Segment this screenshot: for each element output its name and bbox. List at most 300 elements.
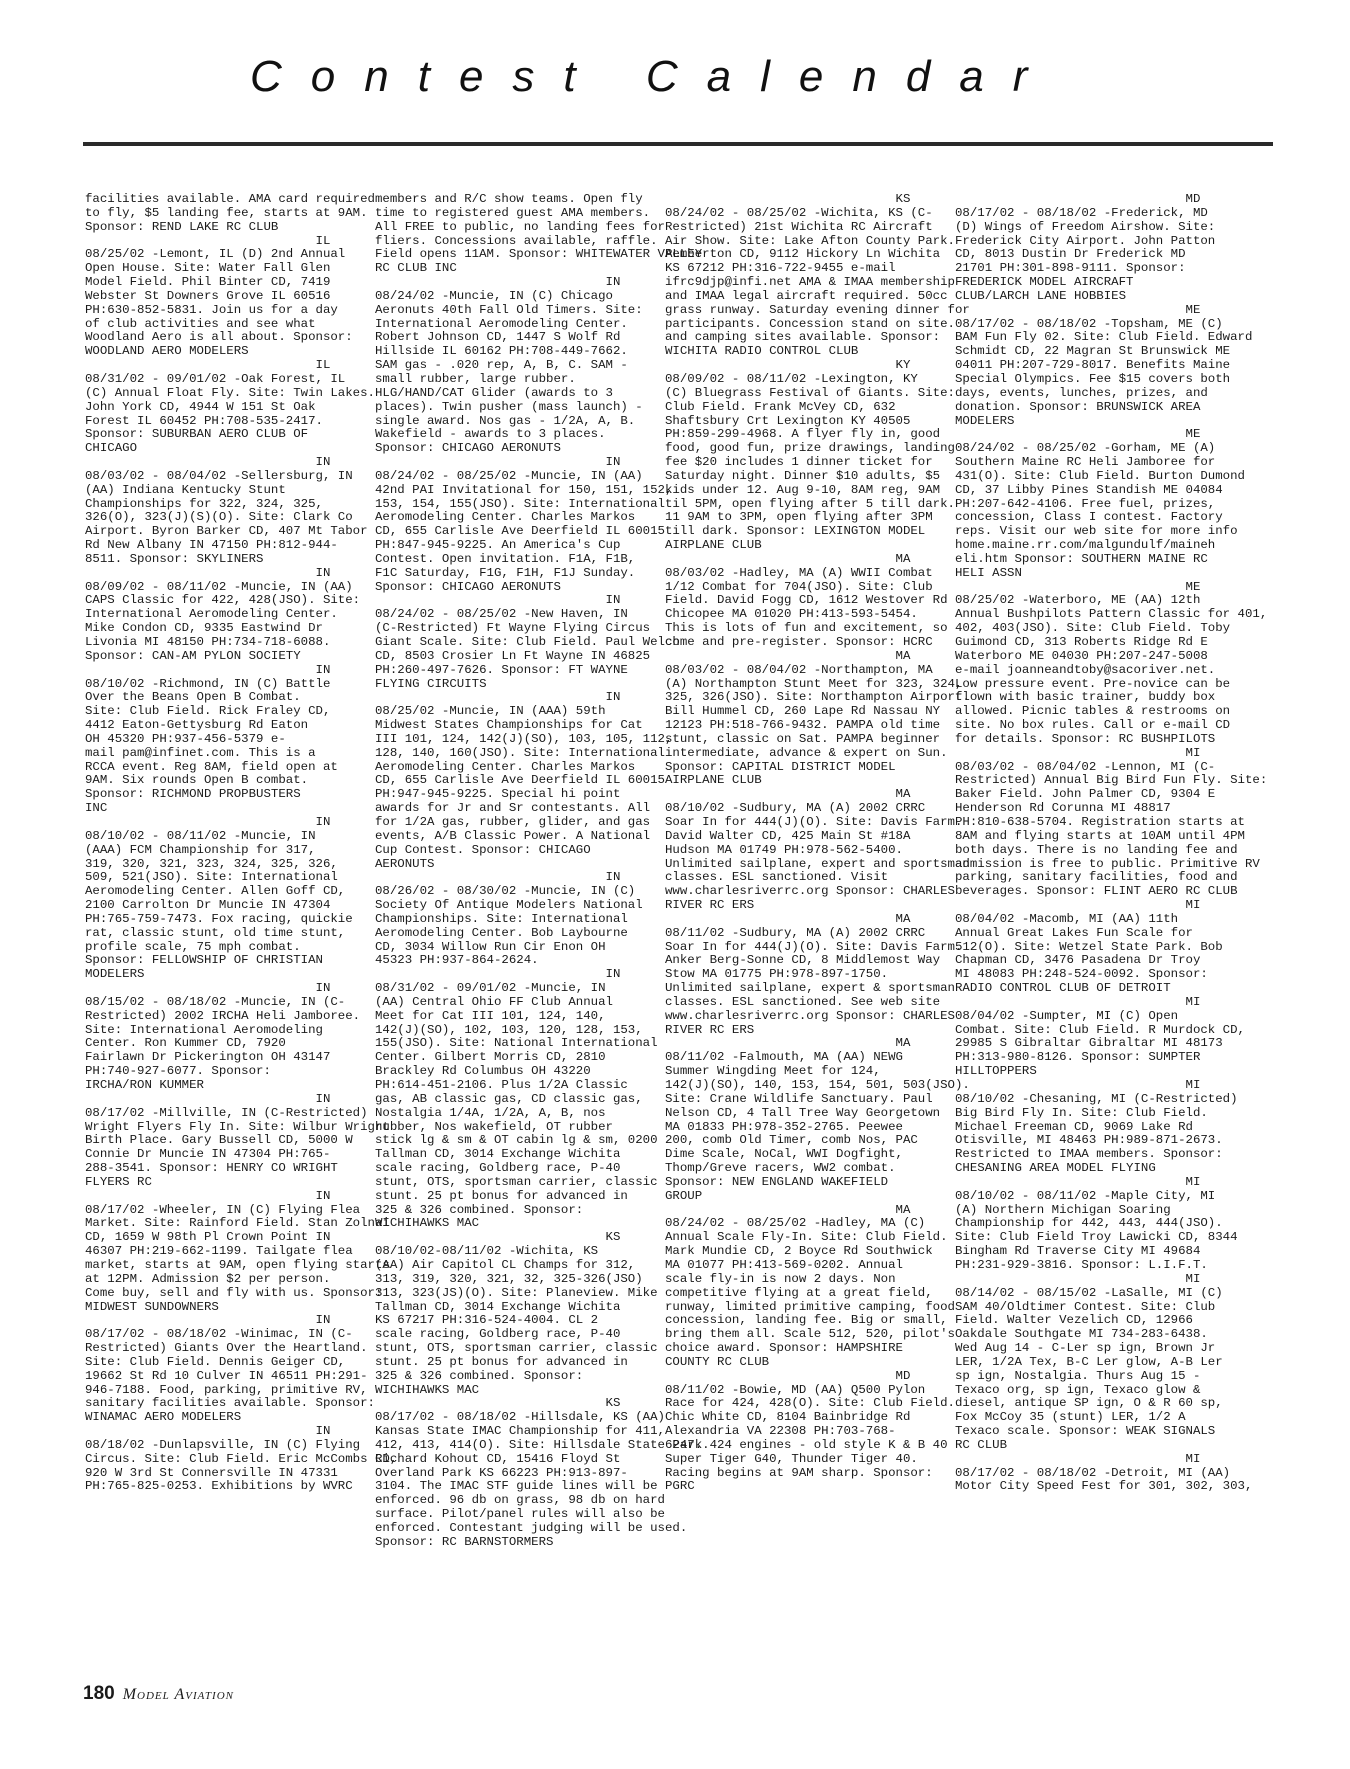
calendar-line: participants. Concession stand on site.	[665, 316, 955, 331]
calendar-line: Racing begins at 9AM sharp. Sponsor:	[665, 1465, 933, 1480]
calendar-line: Richard Kohout CD, 15416 Floyd St	[375, 1451, 621, 1466]
calendar-line: 512(O). Site: Wetzel State Park. Bob	[955, 939, 1223, 954]
calendar-line: www.charlesriverrc.org Sponsor: CHARLES	[665, 884, 955, 899]
calendar-line: events, A/B Classic Power. A National	[375, 828, 651, 843]
calendar-line: PH:260-497-7626. Sponsor: FT WAYNE	[375, 662, 628, 677]
calendar-line: 8511. Sponsor: SKYLINERS	[85, 551, 264, 566]
calendar-line: 08/17/02 -Millville, IN (C-Restricted)	[85, 1105, 368, 1120]
calendar-line: Sponsor: CAN-AM PYLON SOCIETY	[85, 648, 301, 663]
calendar-line: market, starts at 9AM, open flying starts	[85, 1257, 390, 1272]
calendar-line: runway, limited primitive camping, food	[665, 1299, 955, 1314]
calendar-line: Anker Berg-Sonne CD, 8 Middlemost Way	[665, 953, 941, 968]
calendar-line: 08/25/02 -Lemont, IL (D) 2nd Annual	[85, 247, 346, 262]
calendar-line: 08/10/02 - 08/11/02 -Muncie, IN	[85, 828, 316, 843]
calendar-line: 6247. 424 engines - old style K & B 40	[665, 1437, 948, 1452]
calendar-line: beverages. Sponsor: FLINT AERO RC CLUB	[955, 884, 1238, 899]
calendar-line: 08/11/02 -Falmouth, MA (AA) NEWG	[665, 1050, 903, 1065]
calendar-line: grass runway. Saturday evening dinner for	[665, 302, 970, 317]
calendar-line: home.maine.rr.com/malgundulf/maineh	[955, 538, 1216, 553]
calendar-line: Sponsor: FELLOWSHIP OF CHRISTIAN	[85, 953, 323, 968]
calendar-line: fee $20 includes 1 dinner ticket for	[665, 455, 933, 470]
calendar-line: KS 67217 PH:316-524-4004. CL 2	[375, 1313, 599, 1328]
calendar-line: 288-3541. Sponsor: HENRY CO WRIGHT	[85, 1161, 338, 1176]
calendar-line: awards for Jr and Sr contestants. All	[375, 801, 651, 816]
calendar-line: John York CD, 4944 W 151 St Oak	[85, 399, 316, 414]
calendar-line: Site: International Aeromodeling	[85, 1022, 323, 1037]
calendar-line: Thomp/Greve racers, WW2 combat.	[665, 1161, 896, 1176]
calendar-line: Sponsor: REND LAKE RC CLUB	[85, 219, 279, 234]
calendar-line: WINAMAC AERO MODELERS	[85, 1410, 242, 1425]
calendar-line: Birth Place. Gary Bussell CD, 5000 W	[85, 1133, 353, 1148]
calendar-line: 42nd PAI Invitational for 150, 151, 152,	[375, 482, 673, 497]
calendar-line: stunt. 25 pt bonus for advanced in	[375, 1354, 628, 1369]
calendar-line: stunt, OTS, sportsman carrier, classic	[375, 1341, 658, 1356]
calendar-line: Sponsor: NEW ENGLAND WAKEFIELD	[665, 1174, 889, 1189]
calendar-line: PH:231-929-3816. Sponsor: L.I.F.T.	[955, 1257, 1208, 1272]
calendar-line: of club activities and see what	[85, 316, 316, 331]
calendar-line: Sponsor: CHICAGO AERONUTS	[375, 441, 561, 456]
calendar-line: Over the Beans Open B Combat.	[85, 690, 301, 705]
calendar-line: PH:740-927-6077. Sponsor:	[85, 1064, 271, 1079]
calendar-line: Restricted) Annual Big Bird Fun Fly. Site:	[955, 773, 1268, 788]
calendar-line: MI	[955, 1174, 1201, 1189]
calendar-line: Forest IL 60452 PH:708-535-2417.	[85, 413, 323, 428]
calendar-line: diesel, antique SP ign, O & R 60 sp,	[955, 1396, 1223, 1411]
calendar-line: 08/10/02 - 08/11/02 -Maple City, MI	[955, 1188, 1216, 1203]
calendar-line: CD, 3034 Willow Run Cir Enon OH	[375, 939, 606, 954]
calendar-line: 128, 140, 160(JSO). Site: International	[375, 745, 665, 760]
calendar-line: 325 & 326 combined. Sponsor:	[375, 1202, 584, 1217]
calendar-line: IN	[375, 870, 621, 885]
calendar-line: Sponsor: SUBURBAN AERO CLUB OF	[85, 427, 309, 442]
calendar-line: Aeronuts 40th Fall Old Timers. Site:	[375, 302, 643, 317]
calendar-line: (AA) Air Capitol CL Champs for 312,	[375, 1257, 636, 1272]
calendar-line: rat, classic stunt, old time stunt,	[85, 925, 346, 940]
calendar-line: to fly, $5 landing fee, starts at 9AM.	[85, 205, 368, 220]
calendar-line: e-mail joanneandtoby@sacoriver.net.	[955, 662, 1216, 677]
calendar-line: 08/14/02 - 08/15/02 -LaSalle, MI (C)	[955, 1285, 1223, 1300]
calendar-line: 325 & 326 combined. Sponsor:	[375, 1368, 584, 1383]
calendar-line: Summer Wingding Meet for 124,	[665, 1064, 881, 1079]
calendar-line: 920 W 3rd St Connersville IN 47331	[85, 1465, 338, 1480]
calendar-line: 08/17/02 - 08/18/02 -Frederick, MD	[955, 205, 1208, 220]
calendar-line: Fox McCoy 35 (stunt) LER, 1/2 A	[955, 1410, 1186, 1425]
calendar-line: Center. Ron Kummer CD, 7920	[85, 1036, 286, 1051]
calendar-line: 08/09/02 - 08/11/02 -Muncie, IN (AA)	[85, 579, 353, 594]
calendar-line: 04011 PH:207-729-8017. Benefits Maine	[955, 358, 1231, 373]
calendar-line: food, good fun, prize drawings, landing	[665, 441, 955, 456]
calendar-line: 319, 320, 321, 323, 324, 325, 326,	[85, 856, 338, 871]
calendar-line: Connie Dr Muncie IN 47304 PH:765-	[85, 1147, 331, 1162]
calendar-line: Dime Scale, NoCal, WWI Dogfight,	[665, 1147, 903, 1162]
calendar-line: F1C Saturday, F1G, F1H, F1J Sunday.	[375, 565, 636, 580]
calendar-line: 4412 Eaton-Gettysburg Rd Eaton	[85, 718, 309, 733]
calendar-line: Open House. Site: Water Fall Glen	[85, 261, 331, 276]
calendar-line: Restricted) 21st Wichita RC Aircraft	[665, 219, 933, 234]
calendar-line: MA	[665, 787, 911, 802]
calendar-line: MI	[955, 1451, 1201, 1466]
calendar-line: MA 01833 PH:978-352-2765. Peewee	[665, 1119, 903, 1134]
calendar-line: WICHIHAWKS MAC	[375, 1382, 480, 1397]
calendar-line: 402, 403(JSO). Site: Club Field. Toby	[955, 621, 1231, 636]
calendar-line: IN	[85, 455, 331, 470]
calendar-line: 08/11/02 -Bowie, MD (AA) Q500 Pylon	[665, 1382, 926, 1397]
calendar-line: stick lg & sm & OT cabin lg & sm, 0200	[375, 1133, 658, 1148]
calendar-line: Contest. Open invitation. F1A, F1B,	[375, 551, 636, 566]
calendar-line: Championships for 322, 324, 325,	[85, 496, 323, 511]
calendar-line: til 5PM, open flying after 5 till dark.	[665, 496, 955, 511]
calendar-line: Championship for 442, 443, 444(JSO).	[955, 1216, 1223, 1231]
calendar-line: classes. ESL sanctioned. Visit	[665, 870, 889, 885]
calendar-line: Motor City Speed Fest for 301, 302, 303,	[955, 1479, 1253, 1494]
calendar-line: MA	[665, 911, 911, 926]
calendar-line: MA	[665, 1036, 911, 1051]
calendar-line: CHESANING AREA MODEL FLYING	[955, 1161, 1156, 1176]
calendar-line: (AAA) FCM Championship for 317,	[85, 842, 316, 857]
calendar-line: Society Of Antique Modelers National	[375, 898, 643, 913]
calendar-line: ME	[955, 579, 1201, 594]
calendar-line: Air Show. Site: Lake Afton County Park.	[665, 233, 955, 248]
calendar-line: ME	[955, 427, 1201, 442]
calendar-line: MA	[665, 551, 911, 566]
calendar-line: CD, 8503 Crosier Ln Ft Wayne IN 46825	[375, 648, 651, 663]
calendar-line: Super Tiger G40, Thunder Tiger 40.	[665, 1451, 918, 1466]
calendar-line: days, events, lunches, prizes, and	[955, 385, 1208, 400]
calendar-line: CAPS Classic for 422, 428(JSO). Site:	[85, 593, 361, 608]
calendar-line: and IMAA legal aircraft required. 50cc	[665, 288, 948, 303]
calendar-line: FLYING CIRCUITS	[375, 676, 487, 691]
calendar-column-1	[85, 192, 398, 1663]
calendar-line: 946-7188. Food, parking, primitive RV,	[85, 1382, 368, 1397]
calendar-line: RIVER RC ERS	[665, 898, 755, 913]
calendar-line: IN	[375, 690, 621, 705]
calendar-line: 431(O). Site: Club Field. Burton Dumond	[955, 468, 1245, 483]
page-footer	[83, 1683, 234, 1705]
calendar-line: time to registered guest AMA members.	[375, 205, 651, 220]
header-rule	[83, 142, 1273, 146]
calendar-line: PH:207-642-4106. Free fuel, prizes,	[955, 496, 1216, 511]
calendar-line: members and R/C show teams. Open fly	[375, 192, 643, 206]
calendar-line: kids under 12. Aug 9-10, 8AM reg, 9AM	[665, 482, 941, 497]
calendar-line: Saturday night. Dinner $10 adults, $5	[665, 468, 941, 483]
calendar-line: Site: Club Field. Dennis Geiger CD,	[85, 1354, 346, 1369]
calendar-line: RC CLUB	[955, 1437, 1008, 1452]
calendar-line: IL	[85, 233, 331, 248]
calendar-line: 08/11/02 -Sudbury, MA (A) 2002 CRRC	[665, 925, 926, 940]
calendar-line: IN	[85, 565, 331, 580]
calendar-line: Annual Great Lakes Fun Scale for	[955, 925, 1193, 940]
calendar-line: reps. Visit our web site for more info	[955, 524, 1238, 539]
calendar-line: 9AM. Six rounds Open B combat.	[85, 773, 309, 788]
calendar-line: 08/31/02 - 09/01/02 -Muncie, IN	[375, 981, 606, 996]
calendar-line: (AA) Indiana Kentucky Stunt	[85, 482, 286, 497]
calendar-line: PH:810-638-5704. Registration starts at	[955, 814, 1245, 829]
calendar-line: RIVER RC ERS	[665, 1022, 755, 1037]
calendar-line: Texaco scale. Sponsor: WEAK SIGNALS	[955, 1424, 1216, 1439]
calendar-line: Championships. Site: International	[375, 911, 628, 926]
calendar-line: stunt, classic on Sat. PAMPA beginner	[665, 731, 941, 746]
magazine-name: Model Aviation	[122, 1686, 234, 1703]
calendar-line: 11 9AM to 3PM, open flying after 3PM	[665, 510, 933, 525]
calendar-line: IN	[85, 814, 331, 829]
calendar-line: International Aeromodeling Center.	[375, 316, 628, 331]
calendar-line: Midwest States Championships for Cat	[375, 718, 643, 733]
calendar-line: IRCHA/RON KUMMER	[85, 1078, 204, 1092]
calendar-line: concession, landing fee. Big or small,	[665, 1313, 948, 1328]
calendar-line: CD, 37 Libby Pines Standish ME 04084	[955, 482, 1223, 497]
calendar-line: Giant Scale. Site: Club Field. Paul Welch	[375, 635, 680, 649]
calendar-line: PH:313-980-8126. Sponsor: SUMPTER	[955, 1050, 1201, 1065]
calendar-line: INC	[85, 801, 108, 816]
calendar-line: PGRC	[665, 1479, 695, 1494]
calendar-line: 155(JSO). Site: National International	[375, 1036, 658, 1051]
calendar-line: IN	[85, 1091, 331, 1106]
page-title: Contest Calendar	[250, 52, 1057, 101]
calendar-line: intermediate, advance & expert on Sun.	[665, 745, 948, 760]
calendar-line: Pemberton CD, 9112 Hickory Ln Wichita	[665, 247, 941, 262]
calendar-line: PH:765-825-0253. Exhibitions by WVRC	[85, 1479, 353, 1494]
calendar-line: (C) Annual Float Fly. Site: Twin Lakes.	[85, 385, 375, 400]
calendar-line: Alexandria VA 22308 PH:703-768-	[665, 1424, 896, 1439]
calendar-line: Club Field. Frank McVey CD, 632	[665, 399, 896, 414]
calendar-line: Rd New Albany IN 47150 PH:812-944-	[85, 538, 338, 553]
calendar-line: Robert Johnson CD, 1447 S Wolf Rd	[375, 330, 621, 345]
calendar-line: profile scale, 75 mph combat.	[85, 939, 301, 954]
calendar-line: HELI ASSN	[955, 565, 1022, 580]
calendar-line: 08/03/02 -Hadley, MA (A) WWII Combat	[665, 565, 933, 580]
calendar-line: MI	[955, 745, 1201, 760]
calendar-line: HLG/HAND/CAT Glider (awards to 3	[375, 385, 613, 400]
calendar-line: Nelson CD, 4 Tall Tree Way Georgetown	[665, 1105, 941, 1120]
calendar-line: ifrc9djp@infi.net AMA & IMAA membership	[665, 275, 955, 290]
calendar-line: Shaftsbury Crt Lexington KY 40505	[665, 413, 911, 428]
calendar-line: 08/24/02 - 08/25/02 -Wichita, KS (C-	[665, 205, 933, 220]
calendar-line: 08/17/02 - 08/18/02 -Topsham, ME (C)	[955, 316, 1223, 331]
calendar-line: CHICAGO	[85, 441, 138, 456]
calendar-line: AERONUTS	[375, 856, 435, 871]
calendar-line: KY	[665, 358, 911, 373]
calendar-line: Circus. Site: Club Field. Eric McCombs CD,	[85, 1451, 398, 1466]
calendar-line: MODELERS	[85, 967, 145, 982]
calendar-line: scale racing, Goldberg race, P-40	[375, 1327, 621, 1342]
calendar-line: stunt. 25 pt bonus for advanced in	[375, 1188, 628, 1203]
calendar-line: FREDERICK MODEL AIRCRAFT	[955, 275, 1134, 290]
calendar-line: 326(O), 323(J)(S)(O). Site: Clark Co	[85, 510, 353, 525]
calendar-line: Southern Maine RC Heli Jamboree for	[955, 455, 1216, 470]
calendar-line: both days. There is no landing fee and	[955, 842, 1238, 857]
calendar-line: 45323 PH:937-864-2624.	[375, 953, 539, 968]
calendar-line: IN	[85, 981, 331, 996]
calendar-line: stunt, OTS, sportsman carrier, classic	[375, 1174, 658, 1189]
calendar-line: (D) Wings of Freedom Airshow. Site:	[955, 219, 1216, 234]
calendar-line: IN	[375, 967, 621, 982]
calendar-line: PH:847-945-9225. An America's Cup	[375, 538, 621, 553]
calendar-line: PH:947-945-9225. Special hi point	[375, 787, 621, 802]
calendar-line: Otisville, MI 48463 PH:989-871-2673.	[955, 1133, 1223, 1148]
calendar-line: (C-Restricted) Ft Wayne Flying Circus	[375, 621, 651, 636]
calendar-line: FLYERS RC	[85, 1174, 152, 1189]
calendar-line: MI	[955, 994, 1201, 1009]
calendar-line: 2100 Carrolton Dr Muncie IN 47304	[85, 898, 331, 913]
calendar-line: Site: Club Field. Rick Fraley CD,	[85, 704, 331, 719]
calendar-line: single award. Nos gas - 1/2A, A, B.	[375, 413, 636, 428]
calendar-line: WICHIHAWKS MAC	[375, 1216, 480, 1231]
calendar-line: Tallman CD, 3014 Exchange Wichita	[375, 1147, 621, 1162]
calendar-line: Field. Walter Vezelich CD, 12966	[955, 1313, 1193, 1328]
calendar-line: 3104. The IMAC STF guide lines will be	[375, 1479, 658, 1494]
calendar-line: HILLTOPPERS	[955, 1064, 1037, 1079]
calendar-line: Waterboro ME 04030 PH:207-247-5008	[955, 648, 1208, 663]
calendar-line: Mike Condon CD, 9335 Eastwind Dr	[85, 621, 323, 636]
calendar-line: SAM gas - .020 rep, A, B, C. SAM -	[375, 358, 628, 373]
calendar-line: Field. David Fogg CD, 1612 Westover Rd	[665, 593, 948, 608]
calendar-line: KS	[665, 192, 911, 206]
calendar-line: scale racing, Goldberg race, P-40	[375, 1161, 621, 1176]
calendar-line: 08/10/02 -Sudbury, MA (A) 2002 CRRC	[665, 801, 926, 816]
calendar-line: Woodland Aero is all about. Sponsor:	[85, 330, 353, 345]
calendar-line: Tallman CD, 3014 Exchange Wichita	[375, 1299, 621, 1314]
calendar-line: 08/03/02 - 08/04/02 -Northampton, MA	[665, 662, 933, 677]
calendar-line: admission is free to public. Primitive RV	[955, 856, 1260, 871]
calendar-line: Model Field. Phil Binter CD, 7419	[85, 275, 331, 290]
calendar-line: 153, 154, 155(JSO). Site: International	[375, 496, 665, 511]
calendar-line: Aeromodeling Center. Bob Laybourne	[375, 925, 628, 940]
calendar-line: Wed Aug 14 - C-Ler sp ign, Brown Jr	[955, 1341, 1216, 1356]
calendar-line: places). Twin pusher (mass launch) -	[375, 399, 643, 414]
calendar-line: Low pressure event. Pre-novice can be	[955, 676, 1231, 691]
calendar-line: All FREE to public, no landing fees for	[375, 219, 665, 234]
calendar-line: Aeromodeling Center. Charles Markos	[375, 510, 636, 525]
calendar-line: PH:765-759-7473. Fox racing, quickie	[85, 911, 353, 926]
calendar-line: bring them all. Scale 512, 520, pilot's	[665, 1327, 955, 1342]
calendar-line: 412, 413, 414(O). Site: Hillsdale State Park.	[375, 1437, 710, 1452]
calendar-line: (A) Northern Michigan Soaring	[955, 1202, 1171, 1217]
calendar-line: facilities available. AMA card required	[85, 192, 375, 206]
calendar-line: BAM Fun Fly 02. Site: Club Field. Edward	[955, 330, 1253, 345]
calendar-line: Sponsor: CHICAGO AERONUTS	[375, 579, 561, 594]
calendar-line: KS	[375, 1396, 621, 1411]
calendar-line: Hillside IL 60162 PH:708-449-7662.	[375, 344, 628, 359]
calendar-line: Frederick City Airport. John Patton	[955, 233, 1216, 248]
calendar-line: 08/17/02 - 08/18/02 -Hillsdale, KS (AA)	[375, 1410, 665, 1425]
calendar-line: Webster St Downers Grove IL 60516	[85, 288, 331, 303]
calendar-line: IN	[375, 593, 621, 608]
calendar-line: David Walter CD, 425 Main St #18A	[665, 828, 911, 843]
calendar-line: classes. ESL sanctioned. See web site	[665, 994, 941, 1009]
calendar-line: Chic White CD, 8104 Bainbridge Rd	[665, 1410, 911, 1425]
calendar-line: 08/15/02 - 08/18/02 -Muncie, IN (C-	[85, 994, 346, 1009]
calendar-line: AIRPLANE CLUB	[665, 773, 762, 788]
calendar-line: MA 01077 PH:413-569-0202. Annual	[665, 1257, 903, 1272]
calendar-line: KS 67212 PH:316-722-9455 e-mail	[665, 261, 896, 276]
calendar-line: 19662 St Rd 10 Culver IN 46511 PH:291-	[85, 1368, 368, 1383]
calendar-line: WOODLAND AERO MODELERS	[85, 344, 249, 359]
calendar-line: allowed. Picnic tables & restrooms on	[955, 704, 1231, 719]
calendar-line: IN	[85, 1188, 331, 1203]
calendar-line: COUNTY RC CLUB	[665, 1354, 770, 1369]
calendar-line: KS	[375, 1230, 621, 1245]
calendar-line: 08/24/02 -Muncie, IN (C) Chicago	[375, 288, 613, 303]
calendar-line: 08/10/02 -Chesaning, MI (C-Restricted)	[955, 1091, 1238, 1106]
calendar-line: Texaco org, sp ign, Texaco glow &	[955, 1382, 1201, 1397]
calendar-line: 29985 S Gibraltar Gibraltar MI 48173	[955, 1036, 1223, 1051]
calendar-line: 08/31/02 - 09/01/02 -Oak Forest, IL	[85, 371, 346, 386]
calendar-line: Baker Field. John Palmer CD, 9304 E	[955, 787, 1216, 802]
calendar-line: MI	[955, 1271, 1201, 1286]
calendar-line: Soar In for 444(J)(O). Site: Davis Farm.	[665, 814, 963, 829]
calendar-line: 142(J)(SO), 102, 103, 120, 128, 153,	[375, 1022, 643, 1037]
calendar-line: LER, 1/2A Tex, B-C Ler glow, A-B Ler	[955, 1354, 1223, 1369]
calendar-line: Annual Scale Fly-In. Site: Club Field.	[665, 1230, 948, 1245]
calendar-line: MIDWEST SUNDOWNERS	[85, 1299, 219, 1314]
calendar-line: Wakefield - awards to 3 places.	[375, 427, 606, 442]
calendar-line: 08/10/02-08/11/02 -Wichita, KS	[375, 1244, 599, 1259]
calendar-line: Aeromodeling Center. Charles Markos	[375, 759, 636, 774]
calendar-line: 08/09/02 - 08/11/02 -Lexington, KY	[665, 371, 918, 386]
calendar-line: 46307 PH:219-662-1199. Tailgate flea	[85, 1244, 353, 1259]
calendar-line: and camping sites available. Sponsor:	[665, 330, 941, 345]
calendar-line: 08/03/02 - 08/04/02 -Lennon, MI (C-	[955, 759, 1216, 774]
calendar-line: flown with basic trainer, buddy box	[955, 690, 1216, 705]
calendar-line: MD	[955, 192, 1201, 206]
calendar-line: Fairlawn Dr Pickerington OH 43147	[85, 1050, 331, 1065]
calendar-line: 08/10/02 -Richmond, IN (C) Battle	[85, 676, 331, 691]
calendar-line: Overland Park KS 66223 PH:913-897-	[375, 1465, 628, 1480]
calendar-line: gas, AB classic gas, CD classic gas,	[375, 1091, 643, 1106]
calendar-line: surface. Pilot/panel rules will also be	[375, 1507, 665, 1522]
calendar-line: Hudson MA 01749 PH:978-562-5400.	[665, 842, 903, 857]
calendar-line: IN	[85, 1313, 331, 1328]
calendar-column-4	[955, 192, 1268, 1663]
calendar-line: 509, 521(JSO). Site: International	[85, 870, 338, 885]
calendar-line: 08/18/02 -Dunlapsville, IN (C) Flying	[85, 1437, 361, 1452]
calendar-line: MI 48083 PH:248-524-0092. Sponsor:	[955, 967, 1208, 982]
calendar-line: This is lots of fun and excitement, so	[665, 621, 948, 636]
calendar-line: (A) Northampton Stunt Meet for 323, 324,	[665, 676, 963, 691]
calendar-line: Annual Bushpilots Pattern Classic for 401,	[955, 607, 1268, 622]
calendar-line: choice award. Sponsor: HAMPSHIRE	[665, 1341, 903, 1356]
calendar-line: PH:614-451-2106. Plus 1/2A Classic	[375, 1078, 628, 1092]
calendar-line: 8AM and flying starts at 10AM until 4PM	[955, 828, 1245, 843]
calendar-line: fliers. Concessions available, raffle.	[375, 233, 658, 248]
calendar-line: Unlimited sailplane, expert & sportsman	[665, 981, 955, 996]
calendar-line: RADIO CONTROL CLUB OF DETROIT	[955, 981, 1171, 996]
calendar-line: IN	[85, 662, 331, 677]
calendar-line: 1/12 Combat for 704(JSO). Site: Club	[665, 579, 933, 594]
calendar-line: IL	[85, 358, 331, 373]
calendar-line: CD, 8013 Dustin Dr Frederick MD	[955, 247, 1186, 262]
calendar-line: CD, 1659 W 98th Pl Crown Point IN	[85, 1230, 331, 1245]
calendar-line: 08/25/02 -Waterboro, ME (AA) 12th	[955, 593, 1201, 608]
calendar-line: Nostalgia 1/4A, 1/2A, A, B, nos	[375, 1105, 606, 1120]
calendar-line: Bingham Rd Traverse City MI 49684	[955, 1244, 1201, 1259]
calendar-line: WICHITA RADIO CONTROL CLUB	[665, 344, 859, 359]
calendar-line: till dark. Sponsor: LEXINGTON MODEL	[665, 524, 926, 539]
calendar-line: Cup Contest. Sponsor: CHICAGO	[375, 842, 591, 857]
calendar-line: Bill Hummel CD, 260 Lape Rd Nassau NY	[665, 704, 941, 719]
calendar-line: Henderson Rd Corunna MI 48817	[955, 801, 1171, 816]
calendar-line: Chicopee MA 01020 PH:413-593-5454.	[665, 607, 918, 622]
calendar-line: Unlimited sailplane, expert and sportsman	[665, 856, 970, 871]
calendar-line: 200, comb Old Timer, comb Nos, PAC	[665, 1133, 918, 1148]
calendar-line: MA	[665, 648, 911, 663]
calendar-line: small rubber, large rubber.	[375, 371, 576, 386]
calendar-line: Site: Crane Wildlife Sanctuary. Paul	[665, 1091, 933, 1106]
calendar-line: PH:630-852-5831. Join us for a day	[85, 302, 338, 317]
calendar-line: Schmidt CD, 22 Magran St Brunswick ME	[955, 344, 1231, 359]
calendar-line: III 101, 124, 142(J)(SO), 103, 105, 112,	[375, 731, 673, 746]
calendar-line: 08/17/02 - 08/18/02 -Winimac, IN (C-	[85, 1327, 353, 1342]
